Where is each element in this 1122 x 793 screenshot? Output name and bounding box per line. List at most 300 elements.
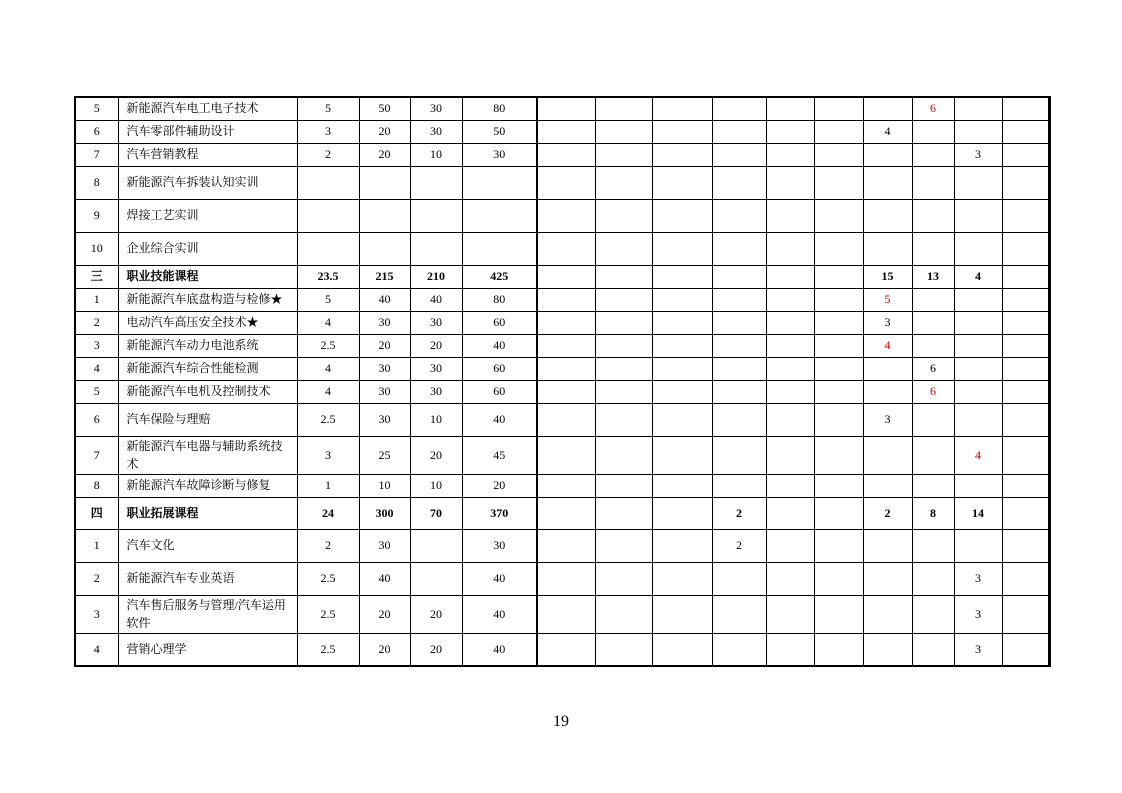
- section-row: [75, 265, 1050, 288]
- semester-hours-cell: 4: [954, 265, 1002, 288]
- semester-hours-cell: [652, 497, 712, 529]
- semester-hours-cell: [595, 288, 652, 311]
- practice-hours-cell: [410, 166, 462, 199]
- semester-hours-cell: 3: [863, 403, 912, 436]
- row-number: 5: [75, 380, 118, 403]
- semester-hours-cell: [1002, 311, 1048, 334]
- semester-hours-cell: [814, 143, 863, 166]
- theory-hours-cell: 40: [359, 288, 410, 311]
- semester-hours-cell: [1002, 232, 1048, 265]
- semester-hours-cell: 3: [863, 311, 912, 334]
- course-row: [75, 166, 1050, 199]
- row-number: 3: [75, 595, 118, 633]
- practice-hours-cell: 70: [410, 497, 462, 529]
- semester-hours-cell: [1002, 403, 1048, 436]
- semester-hours-cell: [537, 595, 595, 633]
- semester-hours-cell: [863, 529, 912, 562]
- semester-hours-cell: [814, 288, 863, 311]
- semester-hours-cell: [595, 199, 652, 232]
- course-row: [75, 357, 1050, 380]
- semester-hours-cell: [537, 120, 595, 143]
- semester-hours-cell: [595, 497, 652, 529]
- total-hours-cell: 50: [462, 120, 537, 143]
- course-row: [75, 529, 1050, 562]
- practice-hours-cell: [410, 199, 462, 232]
- row-number: 9: [75, 199, 118, 232]
- semester-hours-cell: [595, 474, 652, 497]
- semester-hours-cell: [1002, 436, 1048, 474]
- semester-hours-cell: [712, 474, 766, 497]
- course-name: 汽车售后服务与管理/汽车运用软件: [118, 595, 297, 633]
- credits-cell: 3: [297, 436, 359, 474]
- semester-hours-cell: [814, 380, 863, 403]
- course-row: [75, 562, 1050, 595]
- semester-hours-cell: [712, 166, 766, 199]
- semester-hours-cell: [766, 120, 814, 143]
- credits-cell: 2: [297, 529, 359, 562]
- practice-hours-cell: 10: [410, 403, 462, 436]
- semester-hours-cell: [712, 357, 766, 380]
- semester-hours-cell: 6: [912, 97, 954, 120]
- course-name: 职业技能课程: [118, 265, 297, 288]
- semester-hours-cell: 2: [863, 497, 912, 529]
- credits-cell: 5: [297, 288, 359, 311]
- table-edge: [1048, 529, 1050, 562]
- total-hours-cell: 80: [462, 97, 537, 120]
- semester-hours-cell: [814, 97, 863, 120]
- semester-hours-cell: [1002, 288, 1048, 311]
- credits-cell: 24: [297, 497, 359, 529]
- course-row: [75, 288, 1050, 311]
- credits-cell: 4: [297, 380, 359, 403]
- section-row: [75, 497, 1050, 529]
- course-row: [75, 311, 1050, 334]
- semester-hours-cell: [652, 199, 712, 232]
- total-hours-cell: 60: [462, 357, 537, 380]
- semester-hours-cell: [652, 288, 712, 311]
- table-edge: [1048, 143, 1050, 166]
- semester-hours-cell: [814, 232, 863, 265]
- semester-hours-cell: [954, 403, 1002, 436]
- semester-hours-cell: [595, 357, 652, 380]
- row-number: 6: [75, 120, 118, 143]
- semester-hours-cell: [712, 232, 766, 265]
- table-edge: [1048, 288, 1050, 311]
- semester-hours-cell: [1002, 595, 1048, 633]
- semester-hours-cell: [912, 143, 954, 166]
- course-row: [75, 633, 1050, 666]
- table-edge: [1048, 357, 1050, 380]
- semester-hours-cell: [712, 288, 766, 311]
- semester-hours-cell: [814, 357, 863, 380]
- semester-hours-cell: [712, 380, 766, 403]
- table-edge: [1048, 436, 1050, 474]
- practice-hours-cell: 30: [410, 380, 462, 403]
- semester-hours-cell: [595, 311, 652, 334]
- semester-hours-cell: [652, 403, 712, 436]
- semester-hours-cell: [766, 380, 814, 403]
- table-edge: [1048, 633, 1050, 666]
- course-name: 新能源汽车综合性能检测: [118, 357, 297, 380]
- theory-hours-cell: 40: [359, 562, 410, 595]
- total-hours-cell: 20: [462, 474, 537, 497]
- semester-hours-cell: [1002, 474, 1048, 497]
- semester-hours-cell: [814, 403, 863, 436]
- semester-hours-cell: [537, 633, 595, 666]
- semester-hours-cell: [766, 497, 814, 529]
- semester-hours-cell: [537, 474, 595, 497]
- course-row: [75, 474, 1050, 497]
- course-name: 营销心理学: [118, 633, 297, 666]
- semester-hours-cell: [863, 436, 912, 474]
- semester-hours-cell: [912, 334, 954, 357]
- semester-hours-cell: [1002, 357, 1048, 380]
- theory-hours-cell: 30: [359, 380, 410, 403]
- semester-hours-cell: [712, 97, 766, 120]
- semester-hours-cell: [814, 199, 863, 232]
- semester-hours-cell: [537, 529, 595, 562]
- semester-hours-cell: [652, 120, 712, 143]
- total-hours-cell: 40: [462, 595, 537, 633]
- course-row: [75, 380, 1050, 403]
- semester-hours-cell: [652, 633, 712, 666]
- course-row: [75, 403, 1050, 436]
- semester-hours-cell: [912, 403, 954, 436]
- table-edge: [1048, 311, 1050, 334]
- semester-hours-cell: [766, 334, 814, 357]
- credits-cell: 2.5: [297, 334, 359, 357]
- semester-hours-cell: [912, 288, 954, 311]
- practice-hours-cell: 20: [410, 595, 462, 633]
- semester-hours-cell: [595, 633, 652, 666]
- semester-hours-cell: [912, 436, 954, 474]
- row-number: 2: [75, 311, 118, 334]
- semester-hours-cell: 13: [912, 265, 954, 288]
- semester-hours-cell: [595, 166, 652, 199]
- table-edge: [1048, 97, 1050, 120]
- table-edge: [1048, 334, 1050, 357]
- total-hours-cell: 30: [462, 529, 537, 562]
- course-name: 新能源汽车电器与辅助系统技术: [118, 436, 297, 474]
- practice-hours-cell: [410, 529, 462, 562]
- course-name: 新能源汽车专业英语: [118, 562, 297, 595]
- theory-hours-cell: [359, 166, 410, 199]
- semester-hours-cell: [595, 403, 652, 436]
- semester-hours-cell: [912, 166, 954, 199]
- semester-hours-cell: [595, 562, 652, 595]
- total-hours-cell: [462, 232, 537, 265]
- semester-hours-cell: [1002, 633, 1048, 666]
- semester-hours-cell: [595, 143, 652, 166]
- course-name: 企业综合实训: [118, 232, 297, 265]
- semester-hours-cell: [766, 529, 814, 562]
- semester-hours-cell: [766, 143, 814, 166]
- semester-hours-cell: [652, 562, 712, 595]
- semester-hours-cell: [766, 288, 814, 311]
- semester-hours-cell: [954, 120, 1002, 143]
- semester-hours-cell: [766, 311, 814, 334]
- table-edge: [1048, 232, 1050, 265]
- total-hours-cell: 40: [462, 403, 537, 436]
- table-edge: [1048, 562, 1050, 595]
- credits-cell: [297, 199, 359, 232]
- theory-hours-cell: 30: [359, 357, 410, 380]
- practice-hours-cell: 40: [410, 288, 462, 311]
- total-hours-cell: [462, 166, 537, 199]
- table-edge: [1048, 120, 1050, 143]
- row-number: 7: [75, 436, 118, 474]
- semester-hours-cell: [863, 357, 912, 380]
- table-edge: [1048, 497, 1050, 529]
- semester-hours-cell: 4: [863, 334, 912, 357]
- total-hours-cell: 40: [462, 633, 537, 666]
- row-number: 8: [75, 166, 118, 199]
- credits-cell: [297, 166, 359, 199]
- semester-hours-cell: [814, 595, 863, 633]
- theory-hours-cell: 20: [359, 633, 410, 666]
- semester-hours-cell: [954, 334, 1002, 357]
- course-name: 汽车文化: [118, 529, 297, 562]
- credits-cell: 2: [297, 143, 359, 166]
- semester-hours-cell: [652, 232, 712, 265]
- total-hours-cell: 80: [462, 288, 537, 311]
- course-row: [75, 97, 1050, 120]
- page-number: 19: [553, 713, 569, 730]
- semester-hours-cell: [1002, 166, 1048, 199]
- row-number: 8: [75, 474, 118, 497]
- row-number: 4: [75, 357, 118, 380]
- semester-hours-cell: [863, 595, 912, 633]
- course-name: 新能源汽车动力电池系统: [118, 334, 297, 357]
- semester-hours-cell: [766, 474, 814, 497]
- theory-hours-cell: 20: [359, 595, 410, 633]
- semester-hours-cell: [652, 334, 712, 357]
- semester-hours-cell: [652, 474, 712, 497]
- total-hours-cell: 30: [462, 143, 537, 166]
- semester-hours-cell: [595, 120, 652, 143]
- course-name: 电动汽车高压安全技术★: [118, 311, 297, 334]
- semester-hours-cell: [652, 311, 712, 334]
- total-hours-cell: [462, 199, 537, 232]
- practice-hours-cell: 20: [410, 436, 462, 474]
- semester-hours-cell: [712, 265, 766, 288]
- semester-hours-cell: [814, 562, 863, 595]
- theory-hours-cell: 25: [359, 436, 410, 474]
- semester-hours-cell: [1002, 497, 1048, 529]
- semester-hours-cell: [954, 529, 1002, 562]
- semester-hours-cell: [537, 562, 595, 595]
- semester-hours-cell: [537, 199, 595, 232]
- semester-hours-cell: [912, 595, 954, 633]
- total-hours-cell: 40: [462, 562, 537, 595]
- semester-hours-cell: [814, 166, 863, 199]
- semester-hours-cell: [537, 403, 595, 436]
- semester-hours-cell: [766, 633, 814, 666]
- row-number: 三: [75, 265, 118, 288]
- course-row: [75, 334, 1050, 357]
- semester-hours-cell: [537, 232, 595, 265]
- semester-hours-cell: [537, 357, 595, 380]
- semester-hours-cell: [712, 633, 766, 666]
- semester-hours-cell: [814, 633, 863, 666]
- semester-hours-cell: [712, 199, 766, 232]
- theory-hours-cell: 215: [359, 265, 410, 288]
- semester-hours-cell: [814, 265, 863, 288]
- course-name: 新能源汽车底盘构造与检修★: [118, 288, 297, 311]
- credits-cell: 3: [297, 120, 359, 143]
- course-row: [75, 143, 1050, 166]
- practice-hours-cell: 30: [410, 97, 462, 120]
- credits-cell: 4: [297, 311, 359, 334]
- semester-hours-cell: [954, 357, 1002, 380]
- semester-hours-cell: [1002, 120, 1048, 143]
- total-hours-cell: 370: [462, 497, 537, 529]
- semester-hours-cell: [537, 97, 595, 120]
- semester-hours-cell: [954, 199, 1002, 232]
- semester-hours-cell: [766, 199, 814, 232]
- table-edge: [1048, 265, 1050, 288]
- row-number: 1: [75, 288, 118, 311]
- credits-cell: 2.5: [297, 562, 359, 595]
- semester-hours-cell: 14: [954, 497, 1002, 529]
- semester-hours-cell: [652, 357, 712, 380]
- semester-hours-cell: 4: [954, 436, 1002, 474]
- semester-hours-cell: [863, 143, 912, 166]
- semester-hours-cell: 6: [912, 357, 954, 380]
- practice-hours-cell: 10: [410, 143, 462, 166]
- semester-hours-cell: [766, 97, 814, 120]
- semester-hours-cell: [652, 143, 712, 166]
- practice-hours-cell: 30: [410, 120, 462, 143]
- semester-hours-cell: [912, 562, 954, 595]
- semester-hours-cell: [912, 311, 954, 334]
- semester-hours-cell: [814, 436, 863, 474]
- semester-hours-cell: [1002, 562, 1048, 595]
- semester-hours-cell: [1002, 97, 1048, 120]
- semester-hours-cell: [766, 562, 814, 595]
- course-name: 新能源汽车电工电子技术: [118, 97, 297, 120]
- credits-cell: 2.5: [297, 403, 359, 436]
- course-name: 新能源汽车拆装认知实训: [118, 166, 297, 199]
- total-hours-cell: 425: [462, 265, 537, 288]
- semester-hours-cell: 6: [912, 380, 954, 403]
- semester-hours-cell: [766, 357, 814, 380]
- credits-cell: 4: [297, 357, 359, 380]
- total-hours-cell: 45: [462, 436, 537, 474]
- table-edge: [1048, 380, 1050, 403]
- theory-hours-cell: 300: [359, 497, 410, 529]
- practice-hours-cell: 20: [410, 334, 462, 357]
- semester-hours-cell: [652, 380, 712, 403]
- practice-hours-cell: [410, 232, 462, 265]
- semester-hours-cell: [954, 97, 1002, 120]
- semester-hours-cell: [652, 529, 712, 562]
- theory-hours-cell: 20: [359, 120, 410, 143]
- theory-hours-cell: [359, 199, 410, 232]
- semester-hours-cell: [712, 403, 766, 436]
- semester-hours-cell: [1002, 143, 1048, 166]
- semester-hours-cell: [954, 311, 1002, 334]
- semester-hours-cell: [912, 232, 954, 265]
- practice-hours-cell: [410, 562, 462, 595]
- semester-hours-cell: [863, 380, 912, 403]
- semester-hours-cell: [712, 120, 766, 143]
- table-edge: [1048, 166, 1050, 199]
- practice-hours-cell: 210: [410, 265, 462, 288]
- practice-hours-cell: 30: [410, 311, 462, 334]
- row-number: 4: [75, 633, 118, 666]
- course-name: 新能源汽车电机及控制技术: [118, 380, 297, 403]
- table-edge: [1048, 474, 1050, 497]
- course-row: [75, 232, 1050, 265]
- theory-hours-cell: 50: [359, 97, 410, 120]
- table-body: [75, 97, 1050, 666]
- practice-hours-cell: 30: [410, 357, 462, 380]
- table-edge: [1048, 403, 1050, 436]
- row-number: 3: [75, 334, 118, 357]
- semester-hours-cell: [652, 595, 712, 633]
- credits-cell: 1: [297, 474, 359, 497]
- credits-cell: 2.5: [297, 633, 359, 666]
- semester-hours-cell: [863, 633, 912, 666]
- total-hours-cell: 60: [462, 311, 537, 334]
- practice-hours-cell: 10: [410, 474, 462, 497]
- semester-hours-cell: [863, 474, 912, 497]
- course-name: 汽车营销教程: [118, 143, 297, 166]
- semester-hours-cell: [537, 311, 595, 334]
- semester-hours-cell: [912, 474, 954, 497]
- semester-hours-cell: [595, 97, 652, 120]
- semester-hours-cell: 8: [912, 497, 954, 529]
- semester-hours-cell: [595, 334, 652, 357]
- semester-hours-cell: [537, 497, 595, 529]
- semester-hours-cell: [712, 311, 766, 334]
- row-number: 10: [75, 232, 118, 265]
- semester-hours-cell: [766, 232, 814, 265]
- semester-hours-cell: [863, 232, 912, 265]
- semester-hours-cell: [912, 529, 954, 562]
- semester-hours-cell: [712, 143, 766, 166]
- semester-hours-cell: [652, 97, 712, 120]
- semester-hours-cell: [912, 633, 954, 666]
- course-name: 新能源汽车故障诊断与修复: [118, 474, 297, 497]
- semester-hours-cell: 3: [954, 562, 1002, 595]
- semester-hours-cell: 3: [954, 633, 1002, 666]
- theory-hours-cell: 30: [359, 403, 410, 436]
- course-row: [75, 436, 1050, 474]
- semester-hours-cell: [766, 436, 814, 474]
- semester-hours-cell: [954, 232, 1002, 265]
- course-name: 焊接工艺实训: [118, 199, 297, 232]
- semester-hours-cell: [814, 529, 863, 562]
- theory-hours-cell: [359, 232, 410, 265]
- semester-hours-cell: [537, 166, 595, 199]
- semester-hours-cell: [863, 199, 912, 232]
- table-edge: [1048, 199, 1050, 232]
- theory-hours-cell: 20: [359, 143, 410, 166]
- row-number: 2: [75, 562, 118, 595]
- theory-hours-cell: 10: [359, 474, 410, 497]
- semester-hours-cell: [766, 166, 814, 199]
- course-row: [75, 595, 1050, 633]
- semester-hours-cell: [595, 265, 652, 288]
- course-name: 汽车零部件辅助设计: [118, 120, 297, 143]
- row-number: 1: [75, 529, 118, 562]
- semester-hours-cell: 3: [954, 143, 1002, 166]
- semester-hours-cell: 2: [712, 529, 766, 562]
- semester-hours-cell: [595, 436, 652, 474]
- semester-hours-cell: [954, 166, 1002, 199]
